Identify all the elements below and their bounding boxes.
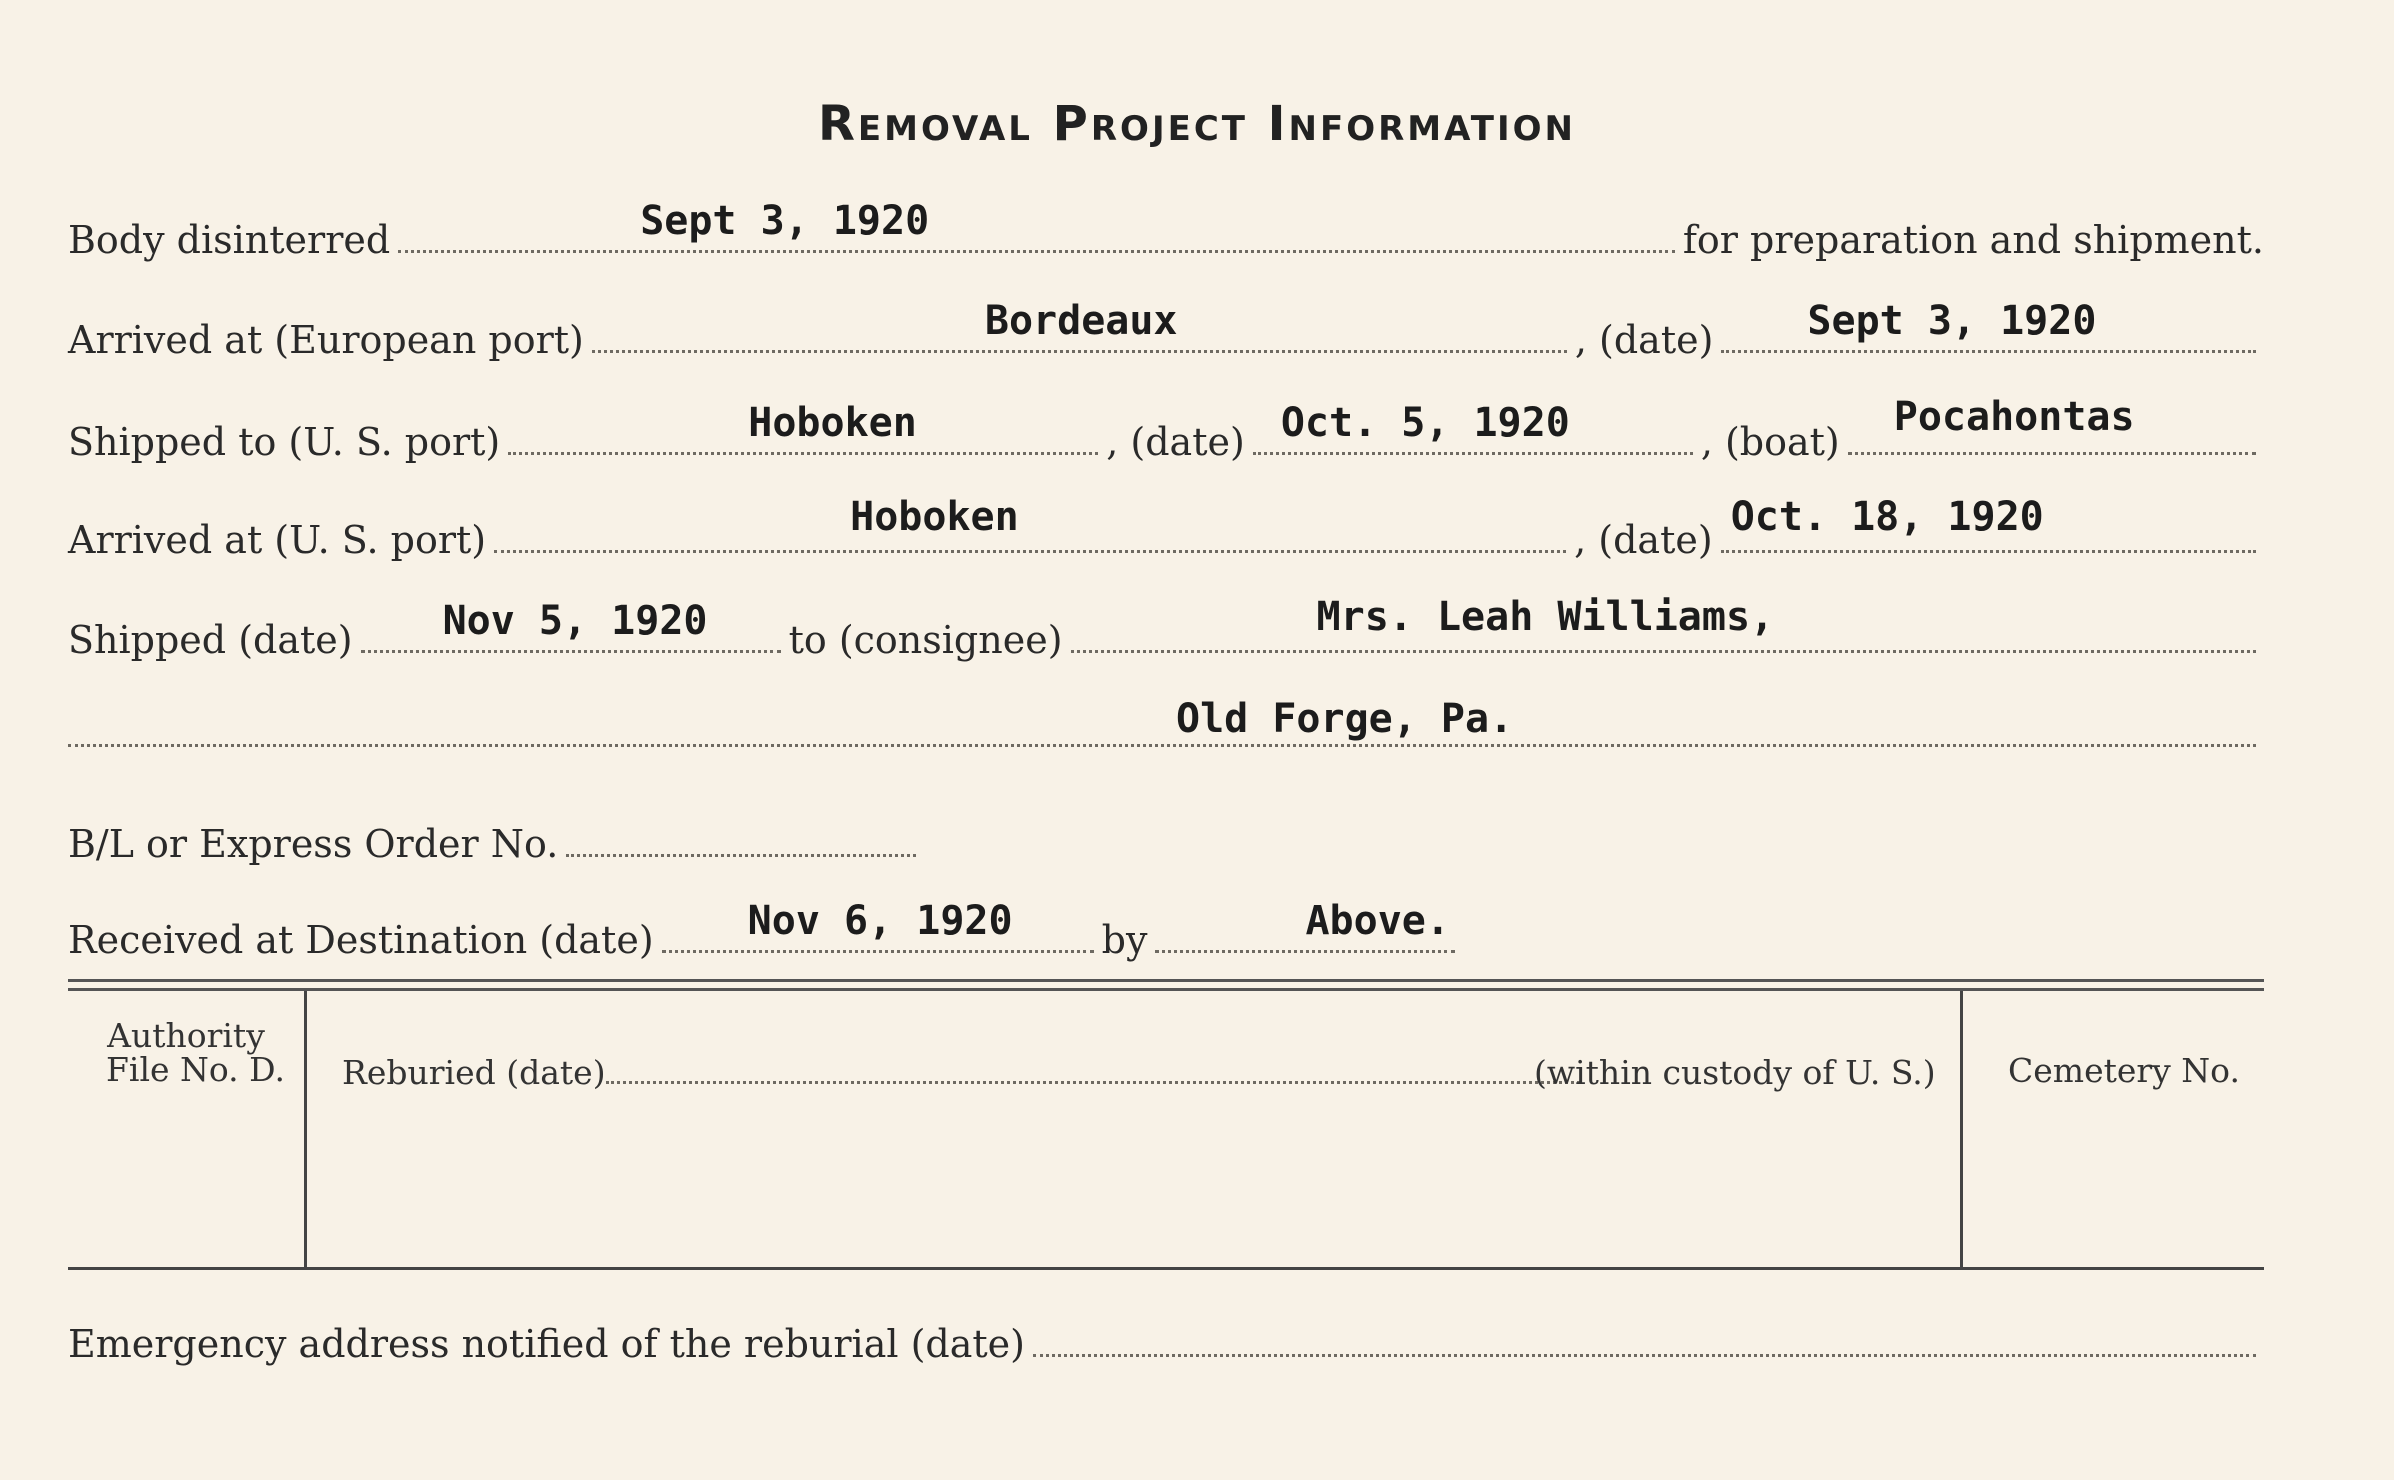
row-bl [68,810,2264,866]
european-port-date-field[interactable] [1721,298,2256,353]
shipped-date-label: Shipped (date) [68,618,353,662]
page-title: Removal Project Information [817,96,1577,152]
received-date-field[interactable] [662,898,1094,953]
shipped-to-date-label: , (date) [1106,420,1245,464]
shipped-date-value: Nov 5, 1920 [442,598,708,644]
row-european-port [68,298,2264,362]
emergency-label: Emergency address notified of the reburial (date) [68,1322,1025,1366]
european-port-value: Bordeaux [984,298,1178,344]
address-value: Old Forge, Pa. [1176,696,1514,742]
address-field[interactable] [68,696,2256,747]
reburial-table [68,988,2264,1270]
disinterred-label: Body disinterred [68,218,391,262]
authority-line-2: File No. D. [106,1050,285,1089]
consignee-label: to (consignee) [788,618,1063,662]
shipped-to-date-value: Oct. 5, 1920 [1280,400,1570,446]
row-shipped [68,594,2264,662]
disinterred-suffix: for preparation and shipment. [1682,218,2264,262]
disinterred-value: Sept 3, 1920 [640,198,930,244]
shipped-to-label: Shipped to (U. S. port) [68,420,501,464]
row-disinterred [68,198,2264,262]
row-shipped-to [68,394,2264,464]
received-date-value: Nov 6, 1920 [747,898,1013,944]
shipped-to-value: Hoboken [748,400,917,446]
row-emergency [68,1310,2264,1366]
shipped-to-date-field[interactable] [1253,400,1693,455]
table-top-rule [68,979,2264,982]
boat-label: , (boat) [1700,420,1840,464]
custody-label: (within custody of U. S.) [1534,1053,1936,1092]
us-port-date-field[interactable] [1721,494,2256,553]
table-divider-left [304,991,307,1267]
european-port-field[interactable] [592,298,1567,353]
consignee-field[interactable] [1071,594,2256,653]
us-port-value: Hoboken [850,494,1019,540]
shipped-to-field[interactable] [508,400,1098,455]
cemetery-label: Cemetery No. [2008,1051,2240,1090]
european-port-date-label: , (date) [1574,318,1714,362]
boat-field[interactable] [1848,394,2256,455]
authority-line-1: Authority [107,1016,265,1055]
received-by-value: Above. [1305,898,1450,944]
us-port-date-value: Oct. 18, 1920 [1730,494,2044,540]
received-by-label: by [1101,918,1148,962]
row-us-port [68,494,2264,562]
table-divider-right [1960,991,1963,1267]
us-port-date-label: , (date) [1574,518,1713,562]
us-port-label: Arrived at (U. S. port) [68,518,487,562]
reburied-label: Reburied (date) [342,1053,606,1092]
received-by-field[interactable] [1155,898,1455,953]
boat-value: Pocahontas [1893,394,2135,440]
row-received [68,898,2264,962]
authority-label [106,1016,285,1089]
european-port-label: Arrived at (European port) [68,318,584,362]
row-address [68,696,2264,747]
disinterred-field[interactable] [398,198,1675,253]
reburied-field[interactable] [606,1081,1580,1084]
bl-field[interactable] [566,810,916,857]
received-label: Received at Destination (date) [68,918,654,962]
consignee-value: Mrs. Leah Williams, [1316,594,1775,640]
european-port-date-value: Sept 3, 1920 [1807,298,2097,344]
bl-label: B/L or Express Order No. [68,822,559,866]
shipped-date-field[interactable] [361,598,781,653]
us-port-field[interactable] [494,494,1566,553]
emergency-field[interactable] [1033,1310,2256,1357]
